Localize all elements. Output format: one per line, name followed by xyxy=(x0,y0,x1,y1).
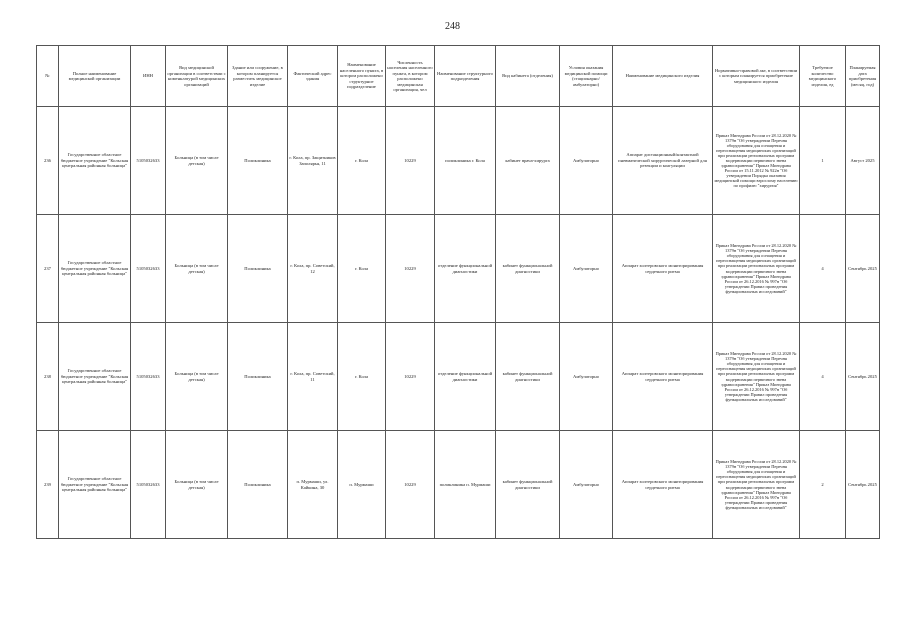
legal-act: Приказ Минздрава России от 28.12.2020 № 1379н "Об утверждении Перечня оборудования для оснащения и переоснащения медицинских организаций при реализации региональных программ модернизации первичного звена здравоохранения" Приказ Минздрава России от 26.12.2016 № 997н "Об утверждении Правил проведения функциональных исследований" xyxy=(713,431,800,539)
header-cell: Наименование структурного подразделения xyxy=(435,46,496,107)
building: Поликлиника xyxy=(228,215,288,323)
quantity: 4 xyxy=(800,323,846,431)
population: 10229 xyxy=(386,107,435,215)
header-cell: Условия оказания медицинской помощи (стационарно/амбулаторно) xyxy=(560,46,613,107)
planned-date: Сентябрь 2025 xyxy=(846,431,880,539)
locality: г. Кола xyxy=(338,323,386,431)
header-cell: Планируемая дата приобретения (месяц, год) xyxy=(846,46,880,107)
population: 10229 xyxy=(386,431,435,539)
header-cell: Вид кабинета (отделения) xyxy=(496,46,560,107)
cabinet: кабинет функциональной диагностики xyxy=(496,431,560,539)
header-cell: № xyxy=(37,46,59,107)
header-cell: Требуемое количество медицинского изделия, ед xyxy=(800,46,846,107)
subdivision: отделение функциональной диагностики xyxy=(435,323,496,431)
header-cell: Численность населения населенного пункта, в котором расположено медицинская организация, чел xyxy=(386,46,435,107)
population: 10229 xyxy=(386,215,435,323)
inn: 5105032633 xyxy=(131,107,166,215)
conditions: Амбулаторно xyxy=(560,323,613,431)
legal-act: Приказ Минздрава России от 28.12.2020 № 1379н "Об утверждении Перечня оборудования для оснащения и переоснащения медицинских организаций при реализации региональных программ модернизации первичного звена здравоохранения" Приказ Минздрава России от 26.12.2016 № 997н "Об утверждении Правил проведения функциональных исследований" xyxy=(713,215,800,323)
org-name: Государственное областное бюджетное учреждение "Кольская центральная районная больница" xyxy=(59,107,131,215)
org-type: Больница (в том числе детская) xyxy=(166,323,228,431)
planned-date: Август 2025 xyxy=(846,107,880,215)
quantity: 1 xyxy=(800,107,846,215)
inn: 5105032633 xyxy=(131,323,166,431)
device: Аппарат холтеровского мониторирования сердечного ритма xyxy=(613,323,713,431)
table-row xyxy=(37,323,880,431)
header-cell: Здание или сооружение, в котором планируется разместить медицинское изделие xyxy=(228,46,288,107)
inn: 5105032633 xyxy=(131,431,166,539)
quantity: 2 xyxy=(800,431,846,539)
table-row xyxy=(37,215,880,323)
org-name: Государственное областное бюджетное учреждение "Кольская центральная районная больница" xyxy=(59,323,131,431)
header-cell: Вид медицинской организации в соответствии с номенклатурой медицинских организаций xyxy=(166,46,228,107)
header-row xyxy=(37,46,880,107)
locality: г. Кола xyxy=(338,215,386,323)
row-number: 236 xyxy=(37,107,59,215)
header-cell: Наименование медицинского изделия xyxy=(613,46,713,107)
header-cell: Нормативно-правовой акт, в соответствии с которым планируется приобретение медицинского изделия xyxy=(713,46,800,107)
quantity: 4 xyxy=(800,215,846,323)
population: 10229 xyxy=(386,323,435,431)
page-number: 248 xyxy=(445,21,460,32)
table-row xyxy=(37,107,880,215)
locality: г. Кола xyxy=(338,107,386,215)
device: Аппарат холтеровского мониторирования сердечного ритма xyxy=(613,215,713,323)
equipment-table xyxy=(36,45,880,539)
device: Аппарат холтеровского мониторирования сердечного ритма xyxy=(613,431,713,539)
legal-act: Приказ Минздрава России от 28.12.2020 № 1379н "Об утверждении Перечня оборудования для оснащения и переоснащения медицинских организаций при реализации региональных программ модернизации первичного звена здравоохранения" Приказ Минздрава России от 26.12.2016 № 997н "Об утверждении Правил проведения функциональных исследований" xyxy=(713,323,800,431)
building: Поликлиника xyxy=(228,323,288,431)
address: п. Мурмаши, ул. Кайкина, 30 xyxy=(288,431,338,539)
conditions: Амбулаторно xyxy=(560,215,613,323)
org-name: Государственное областное бюджетное учреждение "Кольская центральная районная больница" xyxy=(59,431,131,539)
subdivision: поликлиника г. Кола xyxy=(435,107,496,215)
header-cell: Наименование населенного пункта, в котором расположено структурное подразделение xyxy=(338,46,386,107)
building: Поликлиника xyxy=(228,107,288,215)
conditions: Амбулаторно xyxy=(560,431,613,539)
org-type: Больница (в том числе детская) xyxy=(166,431,228,539)
org-name: Государственное областное бюджетное учреждение "Кольская центральная районная больница" xyxy=(59,215,131,323)
cabinet: кабинет функциональной диагностики xyxy=(496,323,560,431)
planned-date: Сентябрь 2025 xyxy=(846,323,880,431)
device: Аппарат дистанционный/контактной пневматической хирургической лазерной для резекции и коагуляции xyxy=(613,107,713,215)
conditions: Амбулаторно xyxy=(560,107,613,215)
header-cell: ИНН xyxy=(131,46,166,107)
row-number: 237 xyxy=(37,215,59,323)
subdivision: отделение функциональной диагностики xyxy=(435,215,496,323)
org-type: Больница (в том числе детская) xyxy=(166,107,228,215)
legal-act: Приказ Минздрава России от 28.12.2020 № 1379н "Об утверждении Перечня оборудования для оснащения и переоснащения медицинских организаций при реализации региональных программ модернизации первичного звена здравоохранения" Приказ Минздрава России от 15.11.2012 № 922н "Об утверждении Порядка оказания медицинской помощи взрослому населению по профилю "хирургия" xyxy=(713,107,800,215)
row-number: 238 xyxy=(37,323,59,431)
building: Поликлиника xyxy=(228,431,288,539)
subdivision: поликлиника п. Мурмаши xyxy=(435,431,496,539)
address: г. Кола, пр. Советский, 12 xyxy=(288,215,338,323)
inn: 5105032633 xyxy=(131,215,166,323)
header-cell: Полное наименование медицинской организации xyxy=(59,46,131,107)
address: г. Кола, пр. Защитников Заполярья, 11 xyxy=(288,107,338,215)
cabinet: кабинет врача-хирурга xyxy=(496,107,560,215)
row-number: 239 xyxy=(37,431,59,539)
address: г. Кола, пр. Советский, 11 xyxy=(288,323,338,431)
org-type: Больница (в том числе детская) xyxy=(166,215,228,323)
header-cell: Фактический адрес здания xyxy=(288,46,338,107)
locality: п. Мурмаши xyxy=(338,431,386,539)
table-row xyxy=(37,431,880,539)
planned-date: Сентябрь 2025 xyxy=(846,215,880,323)
cabinet: кабинет функциональной диагностики xyxy=(496,215,560,323)
